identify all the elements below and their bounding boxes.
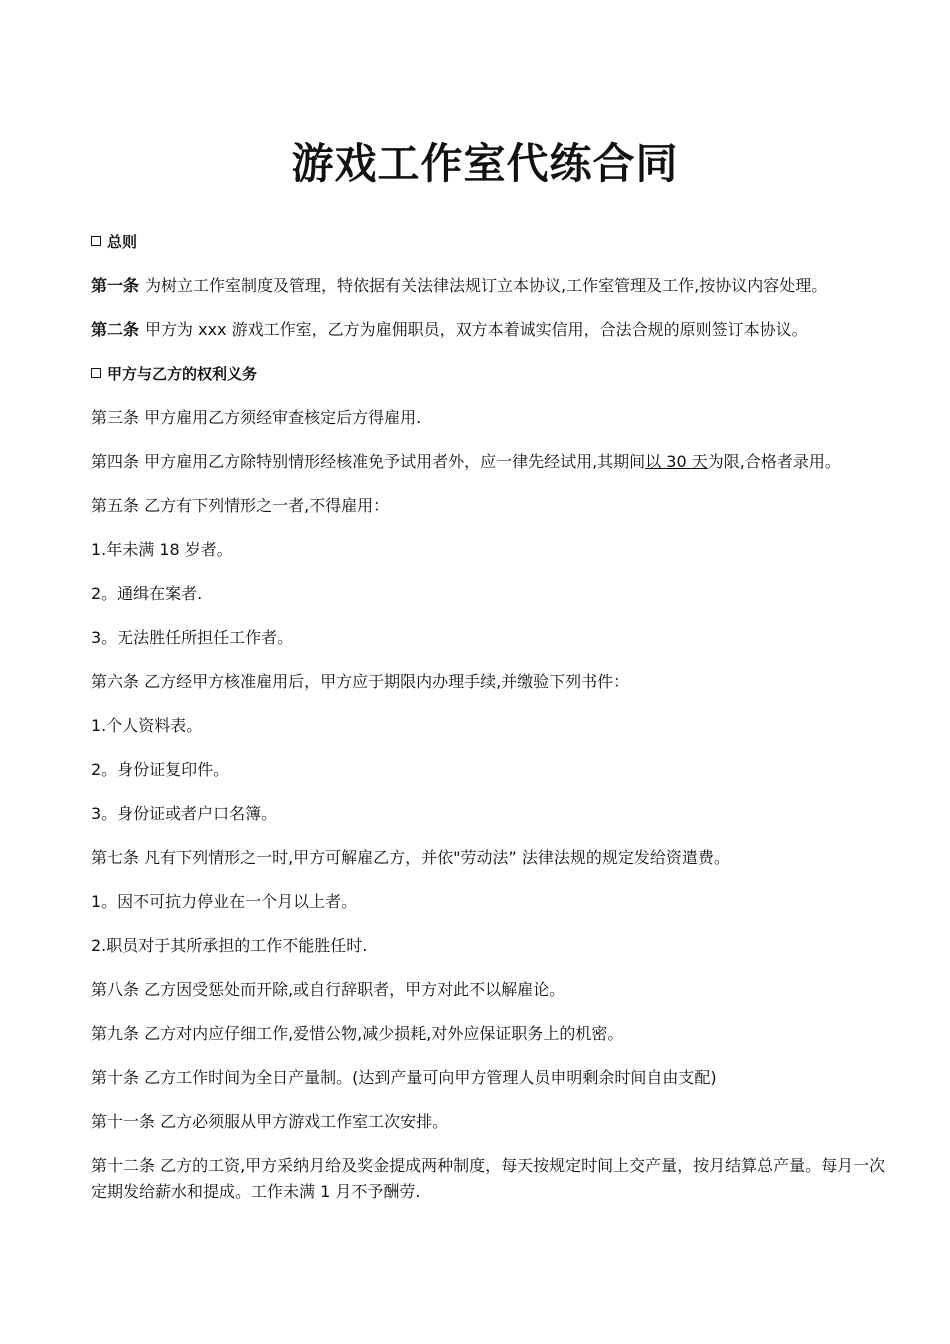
underlined-period: 以 30 天 xyxy=(645,452,708,471)
section-heading-general xyxy=(91,229,891,255)
section-heading-text: 甲方与乙方的权利义务 xyxy=(107,365,258,383)
article-label: 第一条 xyxy=(91,276,140,295)
list-item: 1.年未满 18 岁者。 xyxy=(91,540,233,559)
document-title: 游戏工作室代练合同 xyxy=(291,139,679,188)
article-text: 甲方为 xxx 游戏工作室，乙方为雇佣职员，双方本着诚实信用，合法合规的原则签订本协议。 xyxy=(145,320,808,339)
checkbox-square-icon xyxy=(91,368,101,378)
article-5: 第五条 乙方有下列情形之一者,不得雇用： xyxy=(91,496,390,515)
list-item: 3。身份证或者户口名簿。 xyxy=(91,804,278,823)
article-11: 第十一条 乙方必须服从甲方游戏工作室工次安排。 xyxy=(91,1112,449,1131)
article-4 xyxy=(91,449,891,475)
checkbox-square-icon xyxy=(91,236,101,246)
article-text: 为树立工作室制度及管理，特依据有关法律法规订立本协议,工作室管理及工作,按协议内容处理。 xyxy=(145,276,828,295)
section-heading-text: 总则 xyxy=(107,233,138,251)
list-item: 3。无法胜任所担任工作者。 xyxy=(91,628,294,647)
article-text: 为限,合格者录用。 xyxy=(707,452,841,471)
article-3: 第三条 甲方雇用乙方须经审查核定后方得雇用. xyxy=(91,408,422,427)
article-text: 第四条 甲方雇用乙方除特别情形经核准免予试用者外，应一律先经试用,其期间 xyxy=(91,452,646,471)
document-body xyxy=(91,229,891,1223)
list-item: 1.个人资料表。 xyxy=(91,716,203,735)
article-8: 第八条 乙方因受惩处而开除,或自行辞职者，甲方对此不以解雇论。 xyxy=(91,980,566,999)
list-item: 2。通缉在案者. xyxy=(91,584,203,603)
article-7: 第七条 凡有下列情形之一时,甲方可解雇乙方，并依"劳动法” 法律法规的规定发给资遣费。 xyxy=(91,848,730,867)
article-12: 第十二条 乙方的工资,甲方采纳月给及奖金提成两种制度，每天按规定时间上交产量，按月结算总产量。每月一次定期发给薪水和提成。工作未满 1 月不予酬劳. xyxy=(91,1156,886,1201)
article-9: 第九条 乙方对内应仔细工作,爱惜公物,减少损耗,对外应保证职务上的机密。 xyxy=(91,1024,624,1043)
article-1 xyxy=(91,273,891,299)
list-item: 2。身份证复印件。 xyxy=(91,760,230,779)
list-item: 2.职员对于其所承担的工作不能胜任时. xyxy=(91,936,368,955)
article-6: 第六条 乙方经甲方核准雇用后，甲方应于期限内办理手续,并缴验下列书件： xyxy=(91,672,630,691)
article-2 xyxy=(91,317,891,343)
list-item: 1。因不可抗力停业在一个月以上者。 xyxy=(91,892,358,911)
section-heading-rights xyxy=(91,361,891,387)
article-10: 第十条 乙方工作时间为全日产量制。(达到产量可向甲方管理人员申明剩余时间自由支配) xyxy=(91,1068,717,1087)
article-label: 第二条 xyxy=(91,320,140,339)
